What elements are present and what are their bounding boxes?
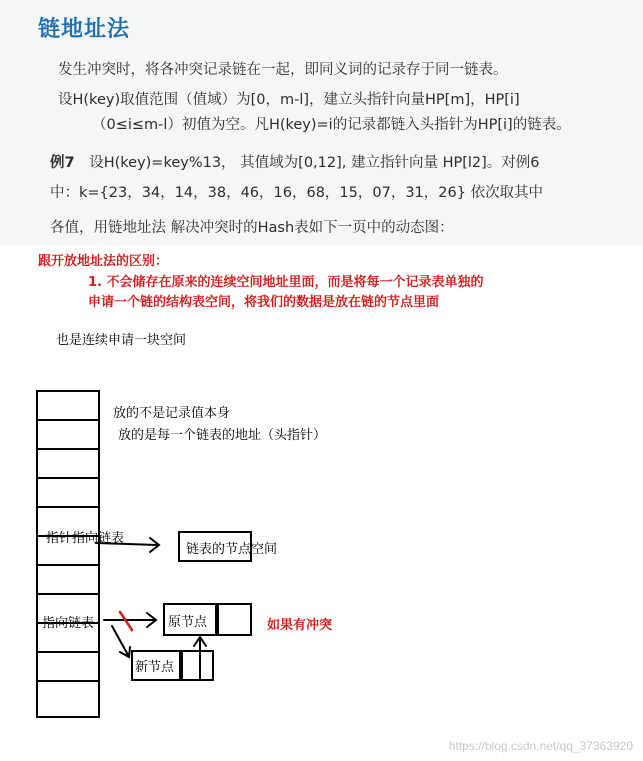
list-node-label: 链表的节点空间	[186, 542, 278, 557]
array-cell	[36, 390, 100, 421]
array-cell	[36, 419, 100, 450]
new-node-pointer-box	[179, 650, 214, 681]
note-title: 跟开放地址法的区别：	[38, 254, 169, 269]
note-item: 申请一个链的结构表空间，将我们的数据是放在链的节点里面	[88, 295, 440, 310]
arrow-head	[120, 647, 130, 657]
annotation-list-address: 放的是每一个链表的地址（头指针）	[118, 428, 327, 443]
arrow-head	[150, 538, 159, 552]
original-node-label: 原节点	[168, 615, 208, 630]
slide-title: 链地址法	[38, 17, 131, 42]
array-cell	[36, 564, 100, 595]
array-cell	[36, 448, 100, 479]
note-item: 1. 不会储存在原来的连续空间地址里面，而是将每一个记录表单独的	[88, 275, 484, 290]
arrow-head	[194, 637, 206, 646]
arrow-to-new-node	[112, 626, 128, 655]
slide-text-line: 发生冲突时，将各冲突记录链在一起，即同义词的记录存于同一链表。	[58, 62, 508, 78]
slide-screenshot	[0, 0, 643, 245]
cell-label-pointer: 指针指向链表	[46, 531, 125, 546]
array-cell	[36, 477, 100, 508]
new-node-label: 新节点	[135, 660, 175, 675]
slide-text-line: （0≤i≤m-l）初值为空。凡H(key)=i的记录都链入头指针为HP[i]的链表。	[92, 117, 571, 133]
slide-text-line: 设H(key)取值范围（值域）为[0，m-l]，建立头指针向量HP[m]，HP[i]	[58, 92, 520, 108]
arrow-head	[147, 613, 156, 627]
original-node-pointer-box	[215, 603, 252, 636]
watermark: https://blog.csdn.net/qq_37363920	[448, 739, 633, 753]
example-label: 例7	[50, 155, 75, 171]
example-line	[50, 151, 540, 172]
example-text: 设H(key)=key%13， 其值域为[0,12], 建立指针向量 HP[l2]。对例6	[89, 155, 540, 171]
cut-mark	[120, 612, 132, 630]
slide-text-line: 各值，用链地址法 解决冲突时的Hash表如下一页中的动态图：	[50, 220, 454, 236]
array-cell	[36, 651, 100, 682]
array-cell	[36, 680, 100, 718]
diagram-caption: 也是连续申请一块空间	[56, 333, 187, 348]
annotation-not-record: 放的不是记录值本身	[113, 406, 231, 421]
slide-text-line: 中：k={23，34，14，38，46，16，68，15，07，31，26} 依次取其中	[50, 185, 544, 201]
conflict-note: 如果有冲突	[267, 618, 333, 633]
cell-label-points: 指向链表	[42, 616, 95, 631]
